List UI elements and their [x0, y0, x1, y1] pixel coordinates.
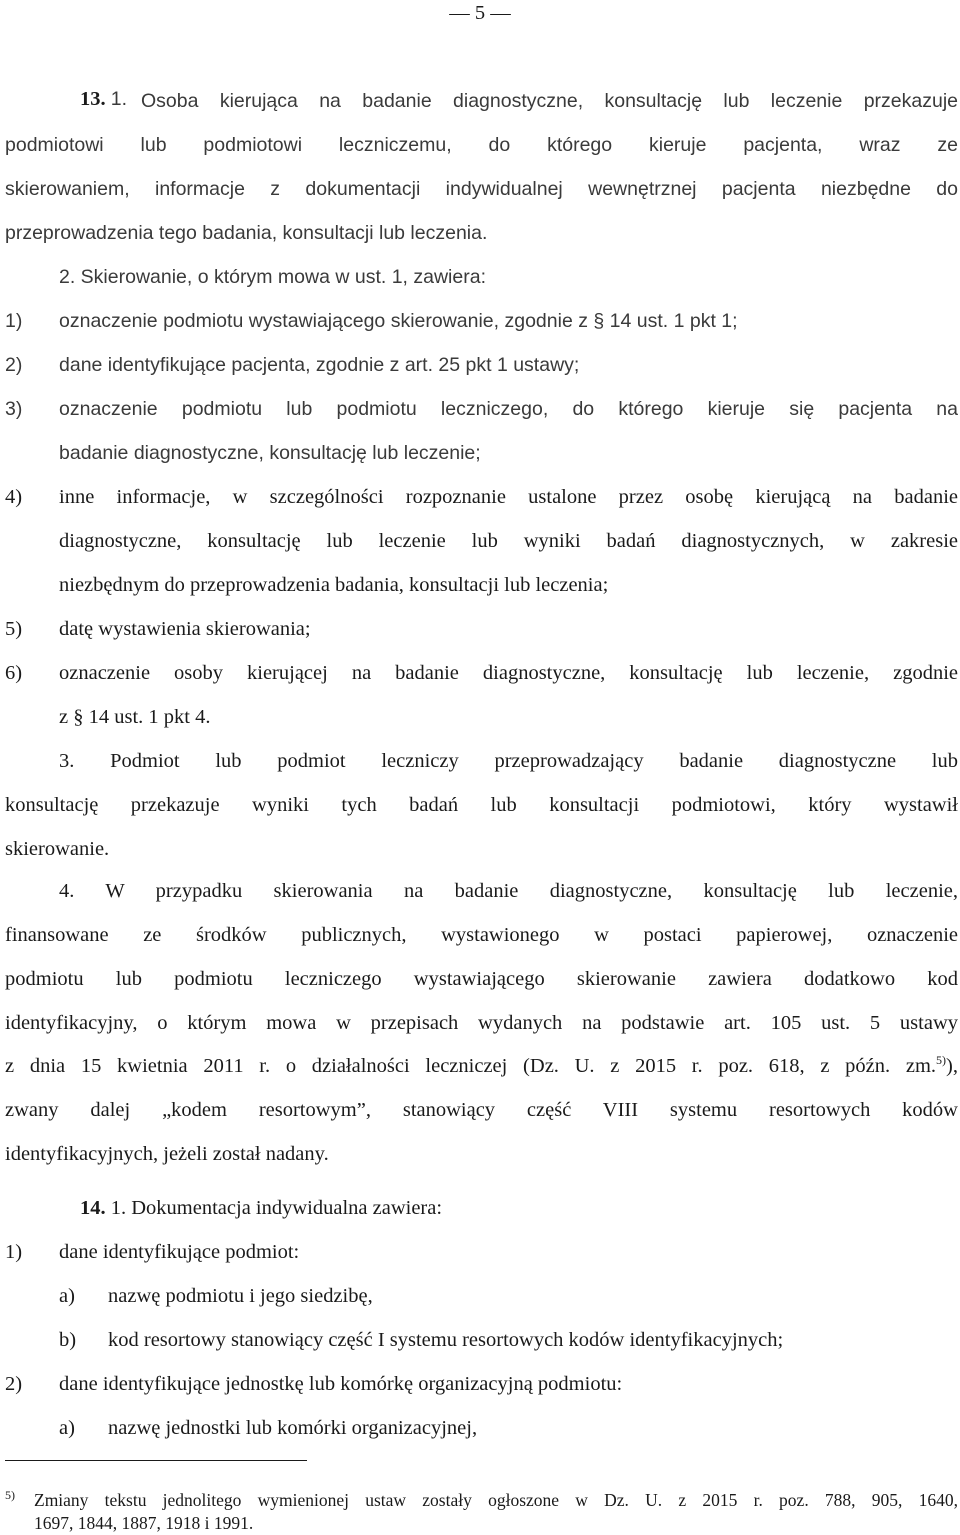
s14-item-2-number: 2)	[5, 1373, 23, 1395]
s14-item-1a-text: nazwę podmiotu i jego siedzibę,	[108, 1285, 373, 1307]
para-4-line-4: identyfikacyjny, o którym mowa w przepisach wydanych na podstawie art. 105 ust. 5 ustawy	[5, 1012, 958, 1034]
item-3-number: 3)	[5, 398, 23, 420]
item-1-number: 1)	[5, 310, 23, 332]
item-4-line-3: niezbędnym do przeprowadzenia badania, konsultacji lub leczenia;	[59, 574, 609, 596]
para-4-line-3: podmiotu lub podmiotu leczniczego wystawiającego skierowanie zawiera dodatkowo kod	[5, 968, 958, 990]
para-2-intro: 2. Skierowanie, o którym mowa w ust. 1, zawiera:	[59, 266, 486, 288]
item-3-line-2: badanie diagnostyczne, konsultację lub leczenie;	[59, 442, 481, 464]
para-1-line-3: skierowaniem, informacje z dokumentacji indywidualnej wewnętrznej pacjenta niezbędne do	[5, 178, 958, 200]
item-5-number: 5)	[5, 618, 23, 640]
s14-item-2a-text: nazwę jednostki lub komórki organizacyjnej,	[108, 1417, 478, 1439]
item-6-number: 6)	[5, 662, 23, 684]
footnote-line-2: 1697, 1844, 1887, 1918 i 1991.	[34, 1513, 254, 1533]
item-4-number: 4)	[5, 486, 23, 508]
footnote-separator	[5, 1460, 307, 1461]
section-14-heading	[80, 1197, 442, 1220]
s14-item-1a-letter: a)	[59, 1285, 75, 1307]
s14-item-1b-letter: b)	[59, 1329, 77, 1351]
para-1-line-4: przeprowadzenia tego badania, konsultacji lub leczenia.	[5, 222, 488, 244]
para-4-line-5	[5, 1055, 958, 1078]
para-3-line-3: skierowanie.	[5, 838, 110, 860]
para-3-line-2: konsultację przekazuje wyniki tych badań lub konsultacji podmiotowi, który wystawił	[5, 794, 958, 816]
page-number: — 5 —	[449, 2, 511, 24]
footnote-mark: 5)	[5, 1488, 15, 1502]
footnote-reference: 5)	[936, 1053, 947, 1067]
s14-item-1b-text: kod resortowy stanowiący część I systemu resortowych kodów identyfikacyjnych;	[108, 1329, 784, 1351]
s14-item-1-text: dane identyfikujące podmiot:	[59, 1241, 300, 1263]
section-14-number: 14.	[80, 1197, 106, 1219]
para-4-line-6: zwany dalej „kodem resortowym”, stanowiący część VIII systemu resortowych kodów	[5, 1099, 958, 1121]
section-13-point-1: 1.	[110, 88, 128, 110]
para-3-line-1: 3. Podmiot lub podmiot leczniczy przeprowadzający badanie diagnostyczne lub	[59, 750, 958, 772]
s14-item-2-text: dane identyfikujące jednostkę lub komórkę organizacyjną podmiotu:	[59, 1373, 623, 1395]
para-1-line-1: Osoba kierująca na badanie diagnostyczne, konsultację lub leczenie przekazuje	[141, 90, 958, 112]
s14-item-2a-letter: a)	[59, 1417, 75, 1439]
section-14-intro: Dokumentacja indywidualna zawiera:	[131, 1197, 443, 1219]
para-1-line-2: podmiotowi lub podmiotowi leczniczemu, do którego kieruje pacjenta, wraz ze	[5, 134, 958, 156]
para-4-line-2: finansowane ze środków publicznych, wystawionego w postaci papierowej, oznaczenie	[5, 924, 958, 946]
item-6-line-1: oznaczenie osoby kierującej na badanie diagnostyczne, konsultację lub leczenie, zgodnie	[59, 662, 958, 684]
para-4-line-1: 4. W przypadku skierowania na badanie diagnostyczne, konsultację lub leczenie,	[59, 880, 958, 902]
item-4-line-2: diagnostyczne, konsultację lub leczenie lub wyniki badań diagnostycznych, w zakresie	[59, 530, 958, 552]
item-5-text: datę wystawienia skierowania;	[59, 618, 311, 640]
item-6-line-2: z § 14 ust. 1 pkt 4.	[59, 706, 211, 728]
para-4-line-5-tail: ),	[946, 1055, 958, 1077]
para-4-line-5-text: z dnia 15 kwietnia 2011 r. o działalności leczniczej (Dz. U. z 2015 r. poz. 618, z późn. zm.	[5, 1055, 937, 1077]
footnote-line-1: Zmiany tekstu jednolitego wymienionej ustaw zostały ogłoszone w Dz. U. z 2015 r. poz. 788, 905, 1640,	[34, 1490, 958, 1510]
section-14-point-1: 1.	[110, 1197, 127, 1219]
item-4-line-1: inne informacje, w szczególności rozpoznanie ustalone przez osobę kierującą na badanie	[59, 486, 958, 508]
section-13-number: 13.	[80, 88, 106, 110]
s14-item-1-number: 1)	[5, 1241, 23, 1263]
item-2-text: dane identyfikujące pacjenta, zgodnie z art. 25 pkt 1 ustawy;	[59, 354, 580, 376]
para-4-line-7: identyfikacyjnych, jeżeli został nadany.	[5, 1143, 329, 1165]
item-1-text: oznaczenie podmiotu wystawiającego skierowanie, zgodnie z § 14 ust. 1 pkt 1;	[59, 310, 738, 332]
item-3-line-1: oznaczenie podmiotu lub podmiotu leczniczego, do którego kieruje się pacjenta na	[59, 398, 958, 420]
item-2-number: 2)	[5, 354, 23, 376]
section-13-para-1-line-1	[80, 88, 127, 111]
